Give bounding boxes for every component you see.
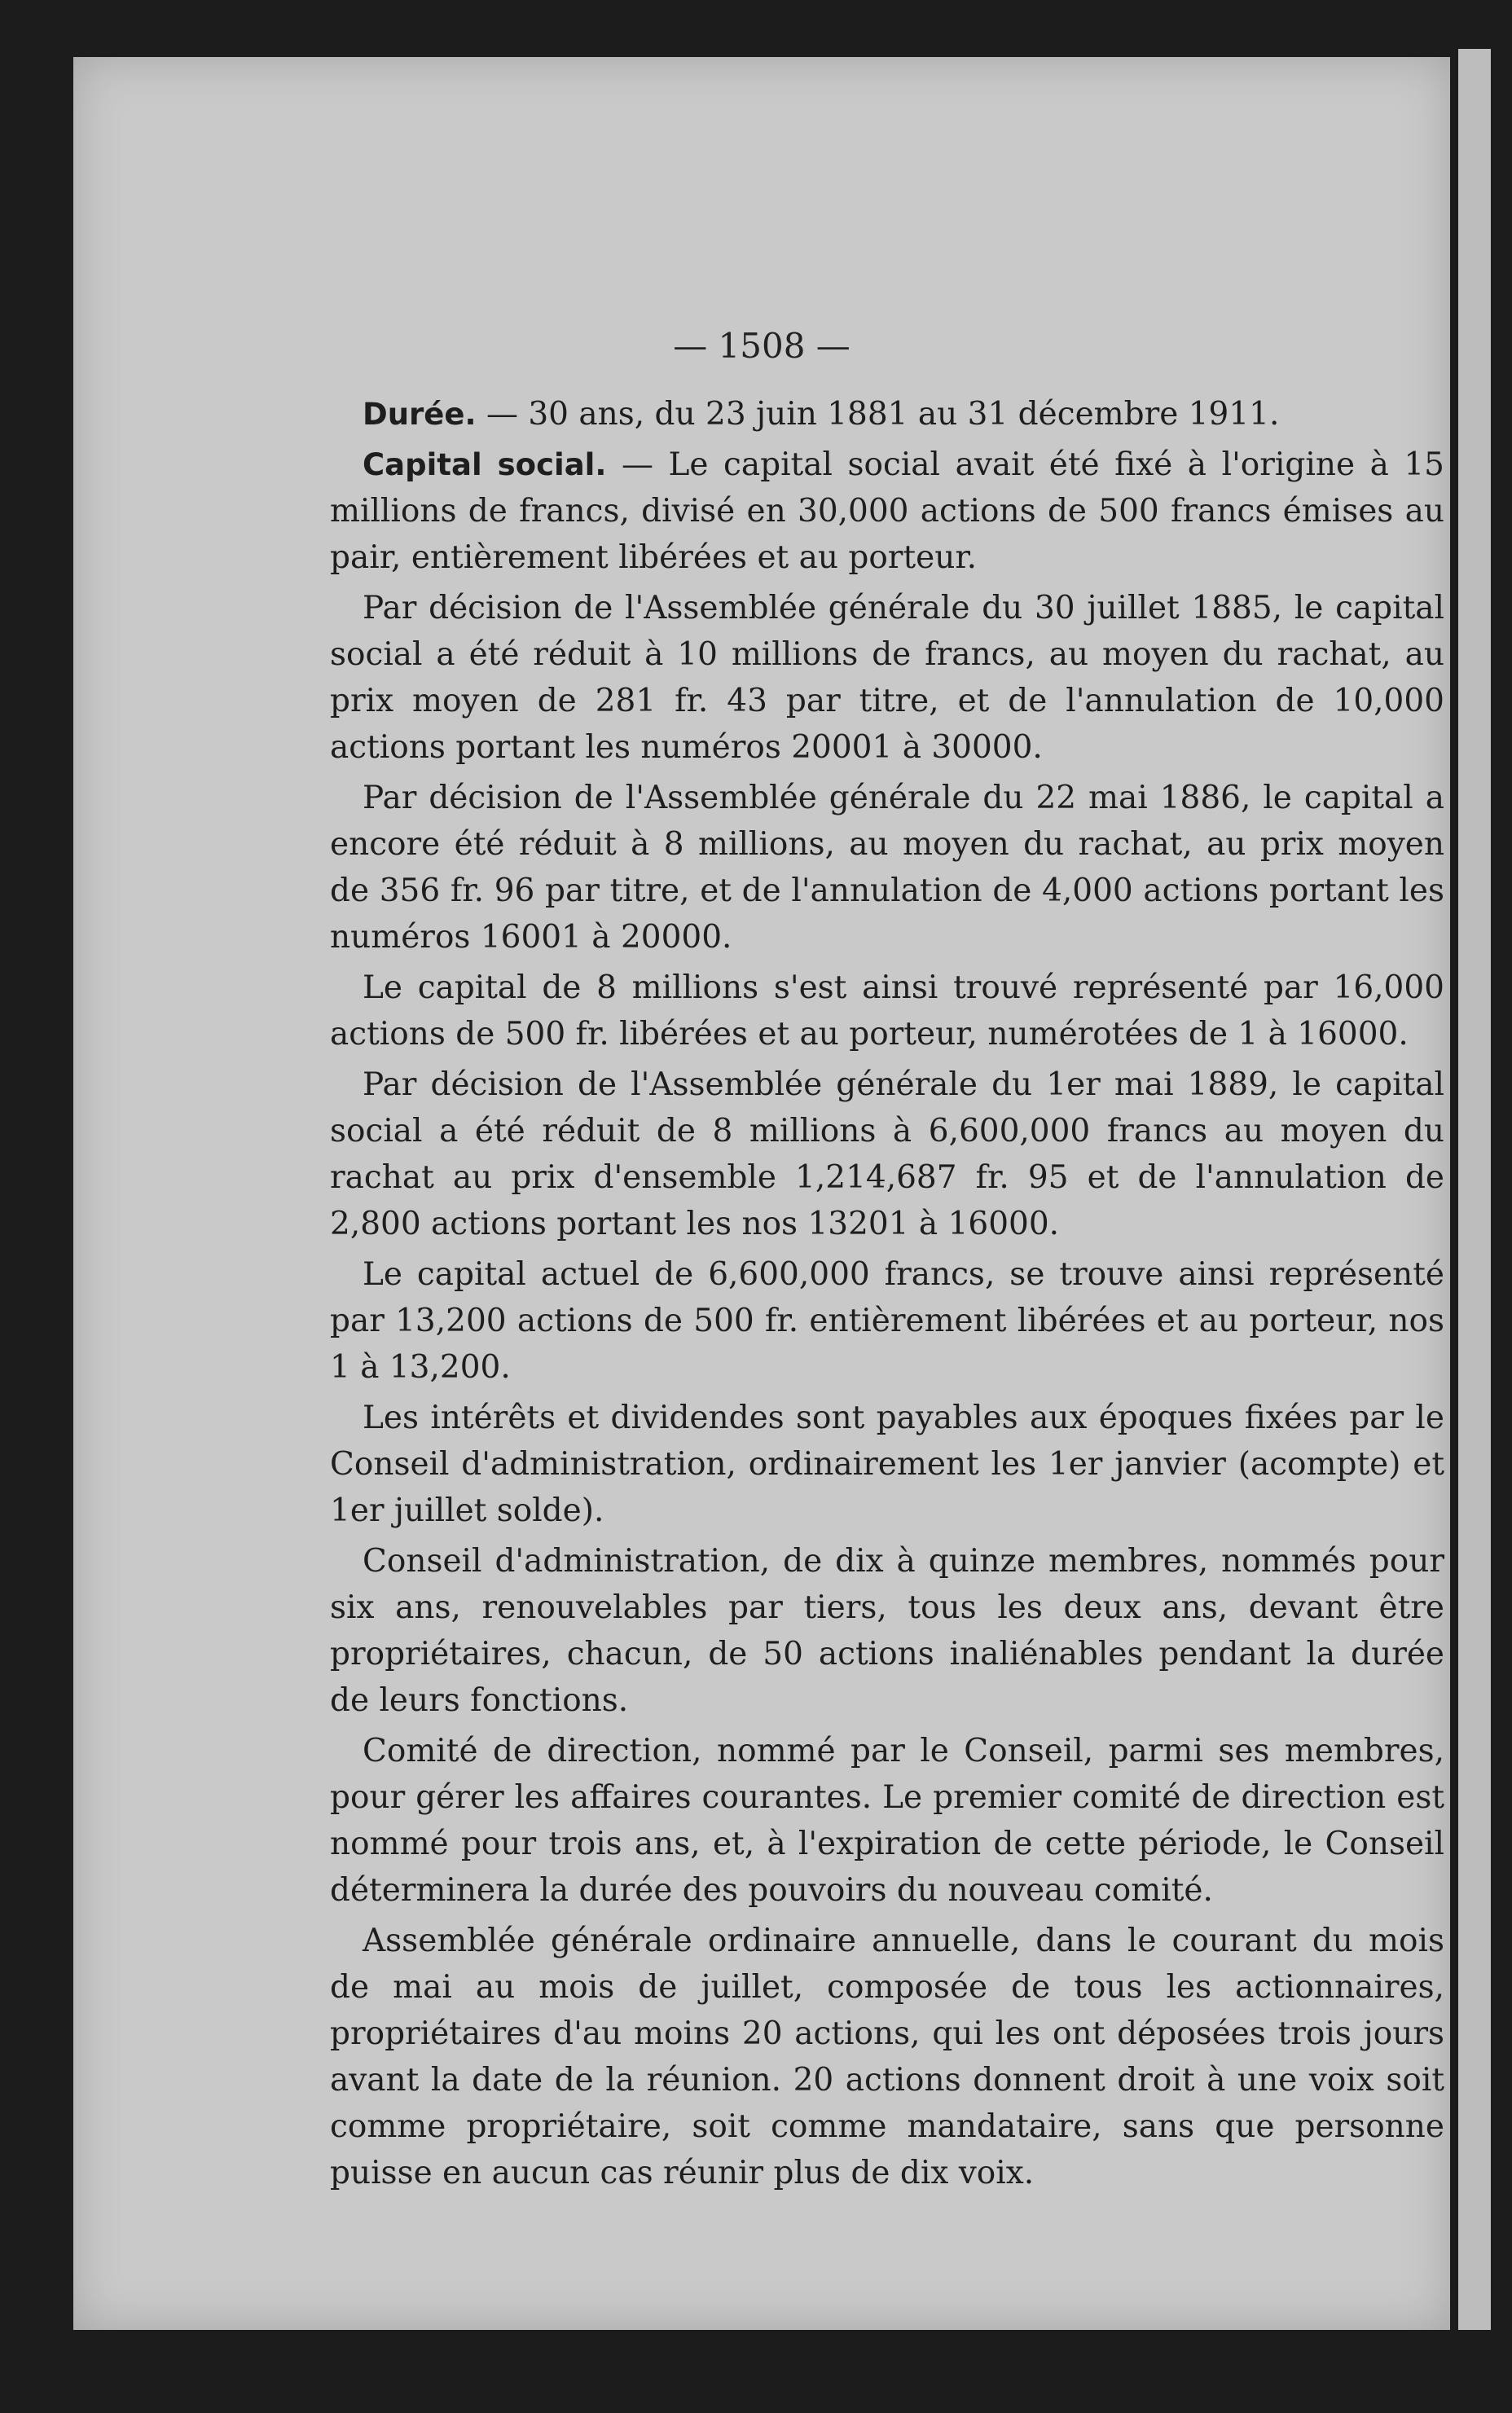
- paragraph-reduction-1885: Par décision de l'Assemblée générale du 30 juillet 1885, le capital social a été réduit à 10 millions de francs, au moyen du rachat, au prix moyen de 281 fr. 43 par titre, et de l'annulation de 10,000 actions portant les numéros 20001 à 30000.: [330, 590, 1444, 766]
- paragraph-text: — Le capital social avait été fixé à l'origine à 15 millions de francs, divisé en 30,000 actions de 500 francs émises au pair, entièrement libérées et au porteur.: [330, 446, 1444, 576]
- paragraph-assemblee: Assemblée générale ordinaire annuelle, dans le courant du mois de mai au mois de juillet, composée de tous les actionnaires, propriétaires d'au moins 20 actions, qui les ont déposées trois jours avant la date de la réunion. 20 actions donnent droit à une voix soit comme propriétaire, soit comme mandataire, sans que personne puisse en aucun cas réunir plus de dix voix.: [330, 1923, 1444, 2191]
- paragraph-capital-social: [330, 442, 1444, 581]
- paragraph-interets: Les intérêts et dividendes sont payables aux époques fixées par le Conseil d'administration, ordinairement les 1er janvier (acompte) et 1er juillet solde).: [330, 1400, 1444, 1529]
- paragraph-capital-actuel: Le capital actuel de 6,600,000 francs, se trouve ainsi représenté par 13,200 actions de 500 fr. entièrement libérées et au porteur, nos 1 à 13,200.: [330, 1256, 1444, 1386]
- paragraph-reduction-1889: Par décision de l'Assemblée générale du 1er mai 1889, le capital social a été réduit de 8 millions à 6,600,000 francs au moyen du rachat au prix d'ensemble 1,214,687 fr. 95 et de l'annulation de 2,800 actions portant les nos 13201 à 16000.: [330, 1066, 1444, 1242]
- paragraph-lead: Capital social.: [363, 447, 607, 482]
- paragraph-duree: [330, 391, 1444, 437]
- paragraph-lead: Durée.: [363, 397, 477, 432]
- next-page-edge: [1458, 49, 1491, 2330]
- paragraph-text: — 30 ans, du 23 juin 1881 au 31 décembre 1911.: [476, 396, 1280, 433]
- paragraph-reduction-1886: Par décision de l'Assemblée générale du 22 mai 1886, le capital a encore été réduit à 8 millions, au moyen du rachat, au prix moyen de 356 fr. 96 par titre, et de l'annulation de 4,000 actions portant les numéros 16001 à 20000.: [330, 780, 1444, 956]
- document-page: [73, 57, 1450, 2330]
- paragraph-capital-8-millions: Le capital de 8 millions s'est ainsi trouvé représenté par 16,000 actions de 500 fr. libérées et au porteur, numérotées de 1 à 16000.: [330, 969, 1444, 1053]
- paragraph-conseil: Conseil d'administration, de dix à quinze membres, nommés pour six ans, renouvelables par tiers, tous les deux ans, devant être propriétaires, chacun, de 50 actions inaliénables pendant la durée de leurs fonctions.: [330, 1543, 1444, 1719]
- paragraph-comite: Comité de direction, nommé par le Conseil, parmi ses membres, pour gérer les affaires courantes. Le premier comité de direction est nommé pour trois ans, et, à l'expiration de cette période, le Conseil déterminera la durée des pouvoirs du nouveau comité.: [330, 1733, 1444, 1909]
- body-text: [330, 391, 1444, 2200]
- page-number: — 1508 —: [673, 326, 850, 366]
